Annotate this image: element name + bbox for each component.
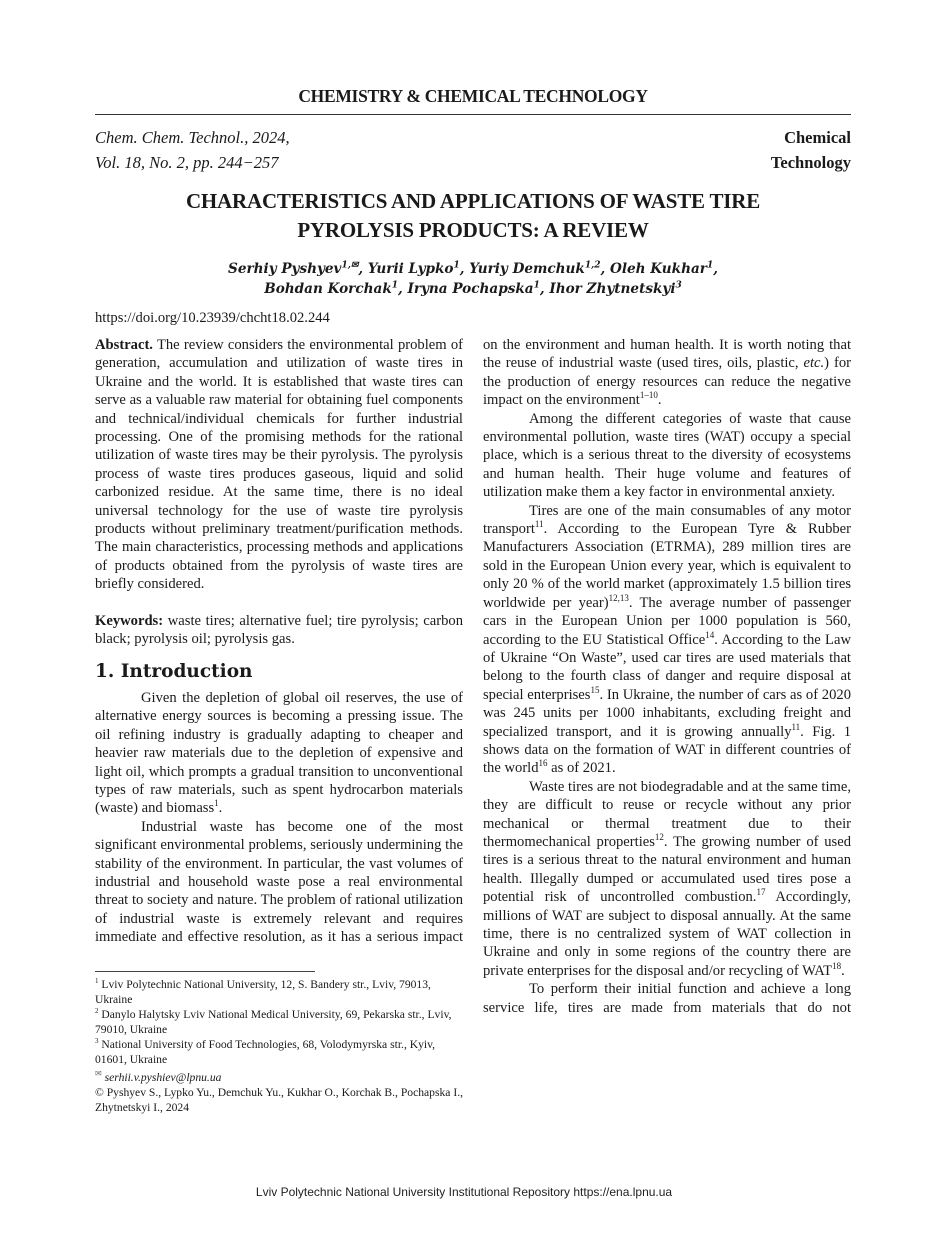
author: Iryna Pochapska$^1$, xyxy=(407,280,550,297)
journal-header: CHEMISTRY & CHEMICAL TECHNOLOGY xyxy=(298,86,648,106)
paragraph: Industrial waste has become one of the most significant environmental problems, seriously undermining the stability of the environment. In particular, the vast volumes of industrial and household waste pose a real environmental threat to society and nature. The problem of rational utilization of industrial waste is extremely relevant and requires immediate and effective resolution, as it has a serious impact xyxy=(95,818,463,946)
envelope-icon: ✉ xyxy=(350,260,359,271)
author: Oleh Kukhar$^1$, xyxy=(610,260,718,277)
keywords xyxy=(95,612,463,649)
citation-ref: 17 xyxy=(756,887,766,898)
citation-ref: 11 xyxy=(534,519,544,530)
paragraph: Tires are one of the main consumables of any motor transport$^{11}$. According to the European Tyre & Rubber Manufacturers Association (ETRMA), 289 million tires are sold in the European Union every year, which is equivalent to only 20 % of the world market (approximately 1.5 billion tires worldwide per year)$^{12,13}$. The average number of passenger cars in the European Union per 1000 population is 560, according to the EU Statistical Office$^{14}$. According to the Law of Ukraine “On Waste”, used car tires are used materials that belong to the fourth class of danger and require disposal at special enterprises$^{15}$. In Ukraine, the number of cars as of 2020 was 245 units per 1000 inhabitants, excluding freight and specialized transport, and it is growing annually$^{11}$. Fig. 1 shows data on the formation of WAT in different countries of the world$^{16}$ as of 2021. xyxy=(483,502,852,777)
author: Ihor Zhytnetskyi$^3$ xyxy=(549,280,682,297)
email-link[interactable]: serhii.v.pyshiev@lpnu.ua xyxy=(104,1071,222,1085)
section-line-1: Chemical xyxy=(784,128,851,147)
citation-ref: 1–10 xyxy=(639,390,658,401)
footnote-affiliation-1: $^1$ Lviv Polytechnic National University, 12, S. Bandery str., Lviv, 79013, Ukraine xyxy=(95,977,431,1006)
keywords-label: Keywords: xyxy=(95,612,164,629)
paragraph: Among the different categories of waste that cause environmental pollution, waste tires (WAT) occupy a special place, which is a serious threat to the diversity of ecosystems and human health. Their huge volume and features of utilization make them a key factor in environmental anxiety. xyxy=(483,410,851,501)
paragraph: on the environment and human health. It is worth noting that the reuse of industrial waste (used tires, oils, plastic, etc.) for the production of energy resources can reduce the negative impact on the environment$^{1-10}$. xyxy=(483,337,851,409)
journal-citation xyxy=(95,125,290,175)
paragraph: Waste tires are not biodegradable and at the same time, they are difficult to reuse or recycle without any prior mechanical or thermal treatment due to their thermomechanical properties$^{12}$. The growing number of used tires is a serious threat to the natural environment and human health. Illegally dumped or accumulated used tires pose a potential risk of uncontrolled combustion.$^{17}$ Accordingly, millions of WAT are subject to disposal annually. At the same time, there is no centralized system of WAT collection in Ukraine and only in some regions of the country there are private enterprises for the disposal and/or recycling of WAT$^{18}$. xyxy=(483,778,852,979)
citation-ref: 1 xyxy=(214,798,219,809)
citation-ref: 11 xyxy=(791,721,801,732)
citation-line-2: Vol. 18, No. 2, pp. 244−257 xyxy=(95,153,279,172)
citation-ref: 16 xyxy=(538,758,548,769)
author: Yuriy Demchuk$^{1,2}$, xyxy=(469,260,610,277)
citation-ref: 18 xyxy=(832,960,842,971)
citation-ref: 12,13 xyxy=(608,592,629,603)
citation-line-1: Chem. Chem. Technol., 2024, xyxy=(95,128,290,147)
author: Bohdan Korchak$^1$, xyxy=(264,280,408,297)
section-heading-introduction: 1. Introduction xyxy=(95,660,253,682)
envelope-icon: ✉ xyxy=(95,1069,102,1079)
footnote-affiliation-3: $^3$ National University of Food Technologies, 68, Volodymyrska str., Kyiv, 01601, Ukraine xyxy=(95,1036,436,1066)
citation-ref: 15 xyxy=(590,684,600,695)
keywords-text: waste tires; alternative fuel; tire pyrolysis; carbon black; pyrolysis oil; pyrolysis gas. xyxy=(95,612,463,648)
section-line-2: Technology xyxy=(770,153,851,172)
header-divider xyxy=(95,114,851,115)
abstract xyxy=(95,336,463,594)
citation-ref: 12 xyxy=(654,832,664,843)
title-line-2: PYROLYSIS PRODUCTS: A REVIEW xyxy=(297,218,649,242)
abstract-label: Abstract. xyxy=(95,337,153,353)
left-column xyxy=(95,336,463,947)
footnote-divider xyxy=(95,971,315,972)
repository-footer: Lviv Polytechnic National University Institutional Repository https://ena.lpnu.ua xyxy=(255,1185,673,1199)
author-list xyxy=(95,259,851,299)
title-line-1: CHARACTERISTICS AND APPLICATIONS OF WASTE TIRE xyxy=(185,189,761,213)
abstract-text: The review considers the environmental problem of generation, accumulation and utilization of waste tires in Ukraine and the world. It is established that waste tires can serve as a valuable raw material for obtaining fuel components and technical/individual chemicals for further industrial processing. One of the promising methods for the rational utilization of waste tires may be their pyrolysis. The pyrolysis process of waste tires produces gaseous, liquid and solid carbonized residue. At the same time, there is no ideal universal technology for the use of waste tire pyrolysis products without preliminary treatment/purification methods. The main characteristics, processing methods and applications of products obtained from the pyrolysis of waste tires are briefly considered. xyxy=(95,337,463,593)
right-column xyxy=(483,336,851,1017)
journal-section xyxy=(771,125,851,175)
paper-title xyxy=(95,187,851,245)
footnotes xyxy=(95,978,463,1116)
author: Yurii Lypko$^1$, xyxy=(367,260,470,277)
footnote-affiliation-2: $^2$ Danylo Halytsky Lviv National Medical University, 69, Pekarska str., Lviv, 79010, Ukraine xyxy=(95,1006,452,1036)
author: Serhiy Pyshyev$^{1,✉}$, xyxy=(228,260,368,277)
footnote-copyright: © Pyshyev S., Lypko Yu., Demchuk Yu., Kukhar O., Korchak B., Pochapska I., Zhytnetskyi I., 2024 xyxy=(95,1086,463,1115)
paragraph: Given the depletion of global oil reserves, the use of alternative energy sources is becoming a pressing issue. The oil refining industry is gradually adapting to cheaper and heavier raw materials due to the depletion of expensive and light oil, which prompts a gradual transition to unconventional types of raw materials, such as spent hydrocarbon materials (waste) and biomass$^1$. xyxy=(95,689,463,817)
paragraph: To perform their initial function and achieve a long service life, tires are made from materials that do not xyxy=(483,981,851,1016)
citation-ref: 14 xyxy=(705,629,715,640)
doi-link[interactable]: https://doi.org/10.23939/chcht18.02.244 xyxy=(95,310,330,326)
footnote-email xyxy=(95,1067,463,1086)
